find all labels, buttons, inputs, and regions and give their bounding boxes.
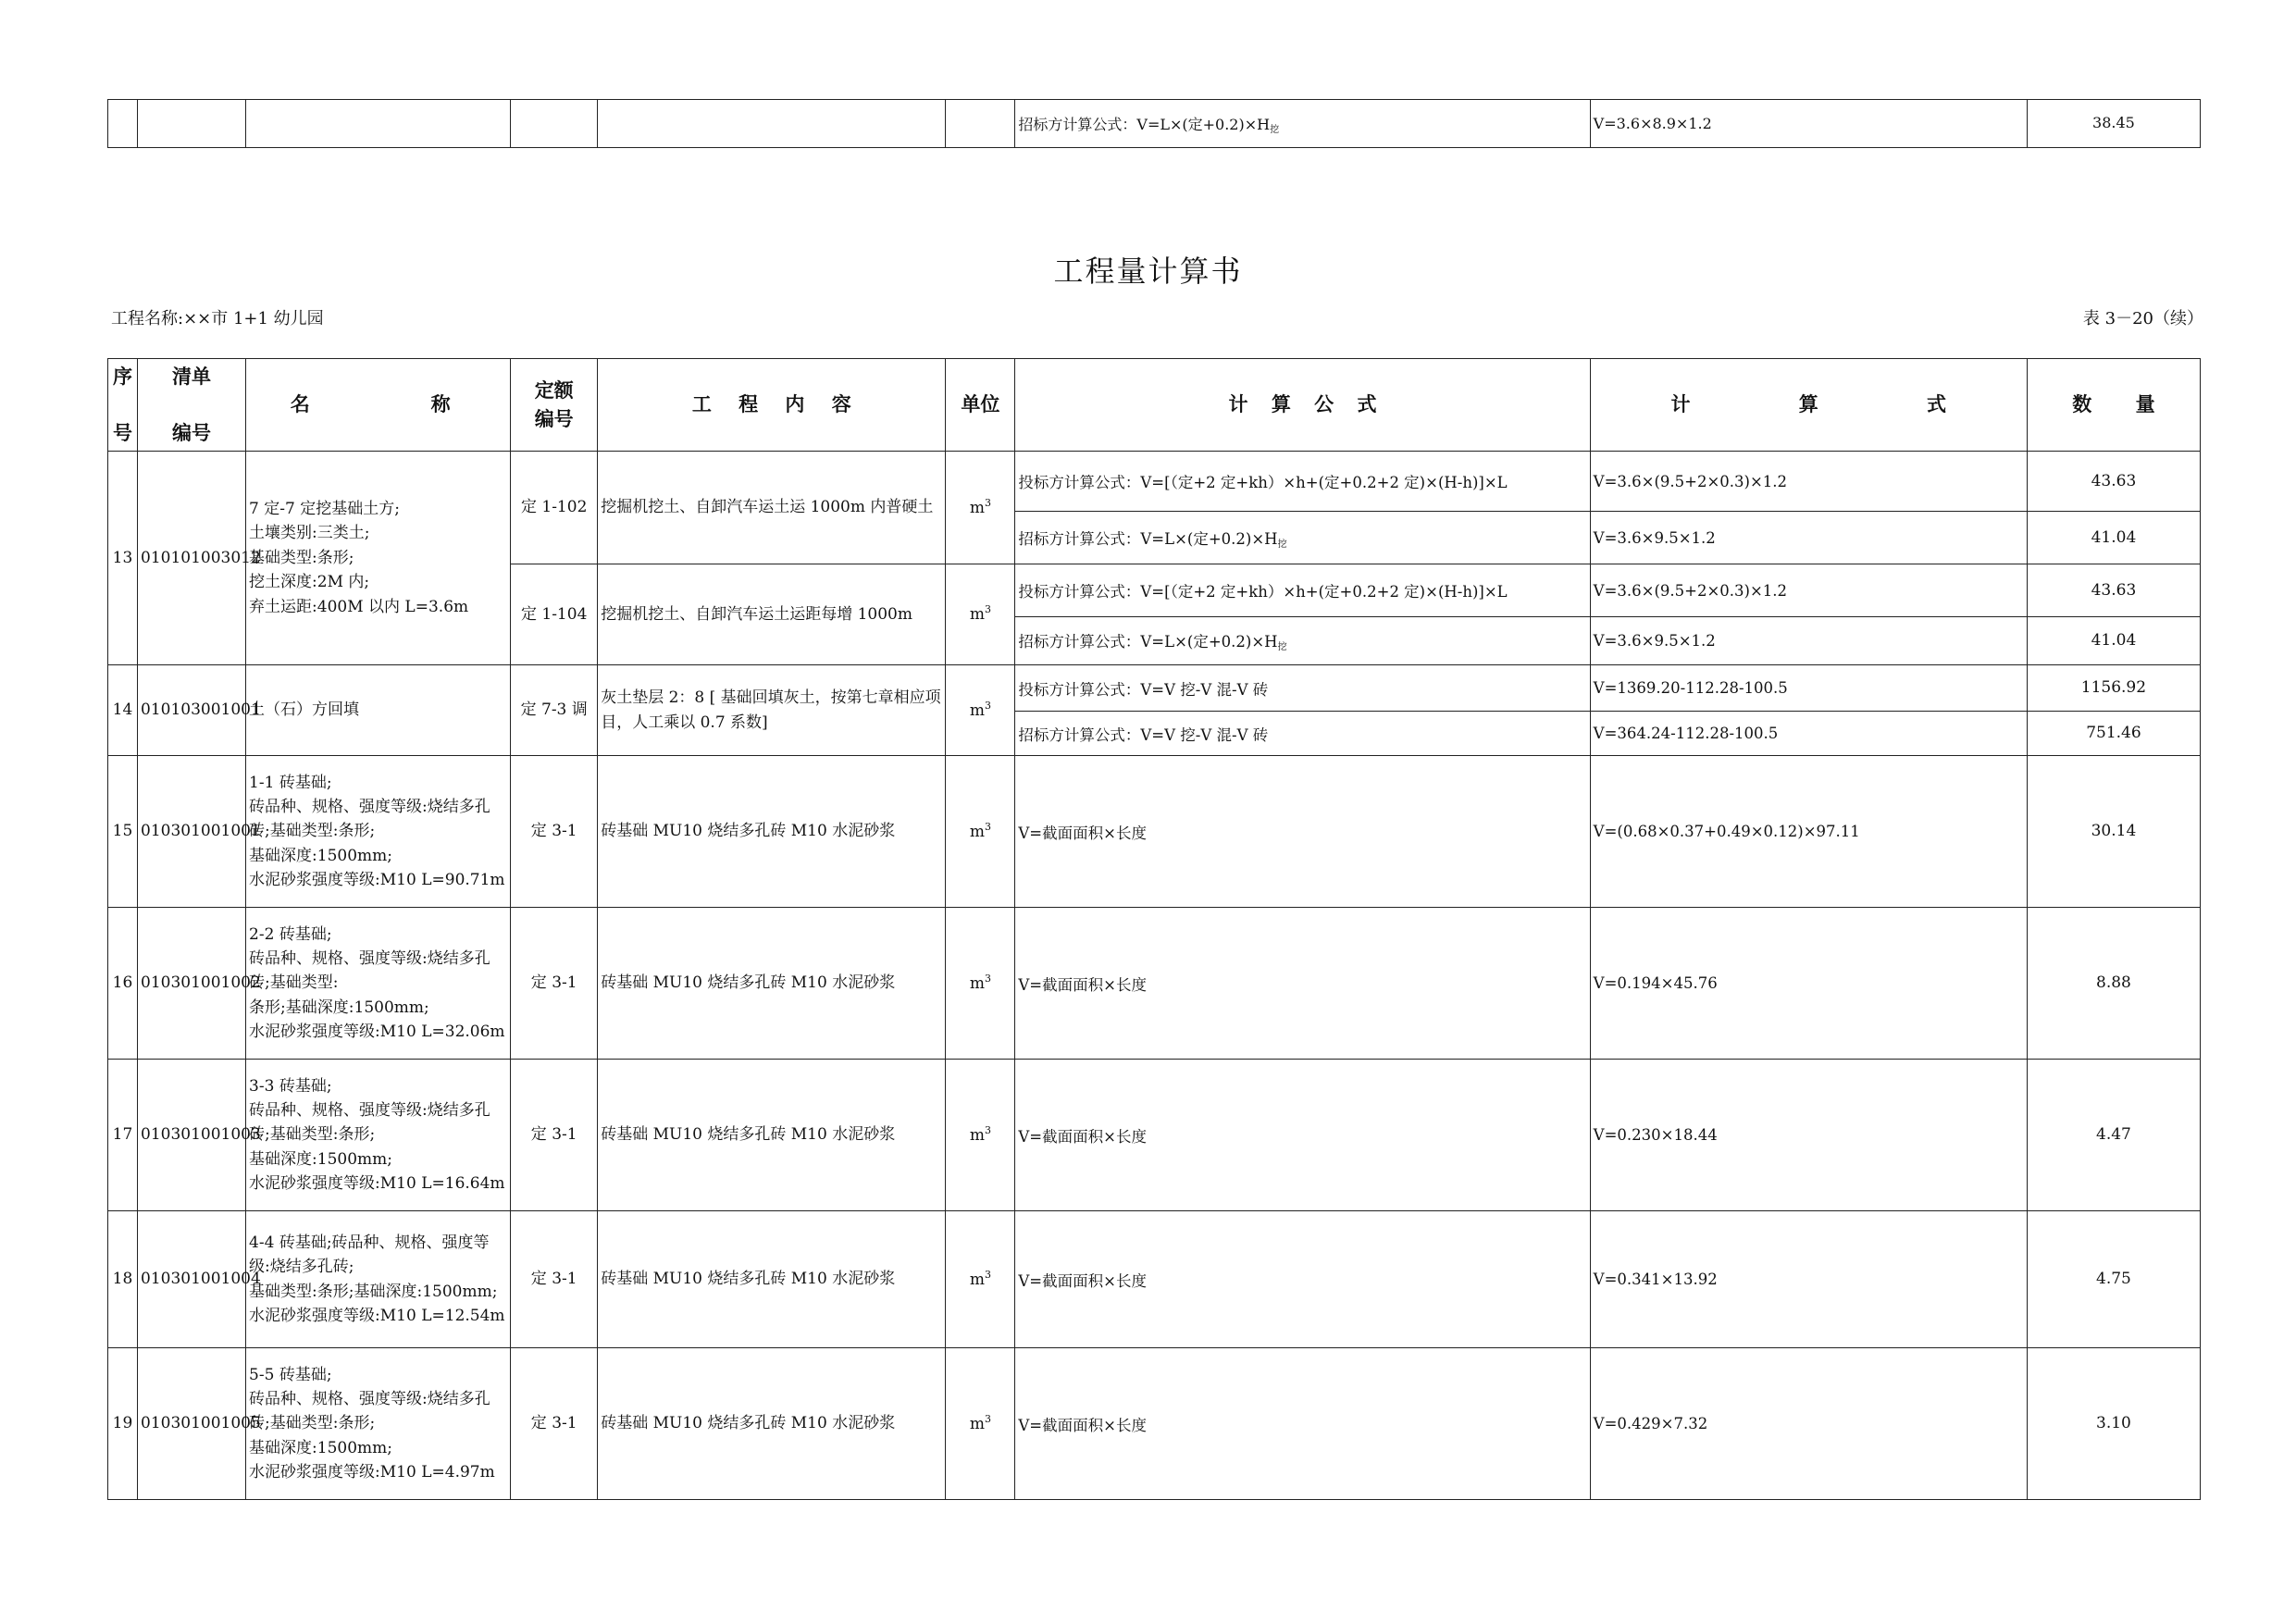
row-formula-text: V=截面面积×长度 xyxy=(1018,1127,1147,1146)
row-seq-cell: 16 xyxy=(108,908,138,1060)
row-formula-cell xyxy=(1015,1060,1590,1211)
header-seq-bottom: 号 xyxy=(113,420,132,444)
row-formula-cell xyxy=(1015,756,1590,908)
table-row xyxy=(108,665,2201,712)
previous-row xyxy=(108,100,2201,148)
row-unit-text: m xyxy=(969,1414,985,1433)
row-content-cell: 挖掘机挖土、自卸汽车运土运 1000m 内普硬土 xyxy=(598,452,946,564)
row-content-cell: 砖基础 MU10 烧结多孔砖 M10 水泥砂浆 xyxy=(598,1348,946,1500)
prev-unit-cell xyxy=(946,100,1015,148)
row-expr-cell: V=364.24-112.28-100.5 xyxy=(1590,712,2027,756)
row-name-line: 砖品种、规格、强度等级:烧结多孔 xyxy=(249,1100,490,1120)
row-formula-cell xyxy=(1015,452,1590,512)
row-qty-cell: 41.04 xyxy=(2027,617,2200,665)
row-name-line: 水泥砂浆强度等级:M10 L=32.06m xyxy=(249,1023,505,1042)
prev-seq-cell xyxy=(108,100,138,148)
row-name-line: 砖;基础类型:条形; xyxy=(249,1125,376,1145)
row-unit-cell xyxy=(946,1060,1015,1211)
row-qty-cell: 751.46 xyxy=(2027,712,2200,756)
row-code-cell: 010103001001 xyxy=(138,665,246,756)
table-body xyxy=(108,452,2201,1500)
row-content-cell: 砖基础 MU10 烧结多孔砖 M10 水泥砂浆 xyxy=(598,756,946,908)
row-quota-cell: 定 3-1 xyxy=(511,1211,598,1348)
row-unit-text: m xyxy=(969,1270,985,1289)
row-unit-cell xyxy=(946,756,1015,908)
row-qty-cell: 43.63 xyxy=(2027,564,2200,617)
header-expr xyxy=(1590,359,2027,452)
row-quota-cell: 定 3-1 xyxy=(511,756,598,908)
row-qty-cell: 8.88 xyxy=(2027,908,2200,1060)
document-title: 工程量计算书 xyxy=(1053,254,1243,289)
row-expr-cell: V=0.429×7.32 xyxy=(1590,1348,2027,1500)
row-unit-text: m xyxy=(969,498,985,517)
header-quota-label: 定额编号 xyxy=(534,378,574,430)
row-unit-cell xyxy=(946,1211,1015,1348)
header-name xyxy=(246,359,511,452)
row-name-cell xyxy=(246,756,511,908)
row-qty-cell: 4.47 xyxy=(2027,1060,2200,1211)
row-name-line: 水泥砂浆强度等级:M10 L=4.97m xyxy=(249,1463,495,1482)
row-formula-text: 招标方计算公式：V=V 挖-V 混-V 砖 xyxy=(1018,725,1269,744)
row-qty-cell: 3.10 xyxy=(2027,1348,2200,1500)
header-content-label: 工 程 内 容 xyxy=(691,392,851,416)
row-qty-cell: 43.63 xyxy=(2027,452,2200,512)
row-name-cell xyxy=(246,665,511,756)
header-qty xyxy=(2027,359,2200,452)
header-quota xyxy=(511,359,598,452)
prev-formula-cell xyxy=(1015,100,1590,148)
row-name-line: 土（石）方回填 xyxy=(249,700,360,720)
row-content-cell: 灰土垫层 2：8 [ 基础回填灰土，按第七章相应项目，人工乘以 0.7 系数] xyxy=(598,665,946,756)
row-expr-cell: V=0.194×45.76 xyxy=(1590,908,2027,1060)
row-unit-superscript: 3 xyxy=(984,699,991,712)
row-unit-text: m xyxy=(969,1125,985,1145)
row-formula-subscript: 挖 xyxy=(1277,539,1287,550)
prev-formula-subscript: 挖 xyxy=(1270,124,1280,135)
row-code-cell: 010101003012 xyxy=(138,452,246,665)
row-name-line: 基础深度:1500mm; xyxy=(249,1149,393,1169)
row-code-cell: 010301001005 xyxy=(138,1348,246,1500)
row-formula-cell xyxy=(1015,564,1590,617)
row-qty-cell: 1156.92 xyxy=(2027,665,2200,712)
row-content-cell: 挖掘机挖土、自卸汽车运土运距每增 1000m xyxy=(598,564,946,665)
row-formula-text: 投标方计算公式：V=[（定+2 定+kh）×h+(定+0.2+2 定)×(H-h)]×L xyxy=(1018,474,1508,491)
table-row xyxy=(108,1211,2201,1348)
row-unit-text: m xyxy=(969,605,985,625)
row-name-line: 砖品种、规格、强度等级:烧结多孔 xyxy=(249,948,490,968)
row-unit-superscript: 3 xyxy=(984,820,991,833)
row-name-line: 级:烧结多孔砖; xyxy=(249,1258,354,1277)
row-name-line: 挖土深度:2M 内; xyxy=(249,573,370,592)
header-qty-label: 数 量 xyxy=(2072,392,2155,416)
row-content-cell: 砖基础 MU10 烧结多孔砖 M10 水泥砂浆 xyxy=(598,1211,946,1348)
row-name-line: 砖;基础类型:条形; xyxy=(249,1414,376,1433)
header-code xyxy=(138,359,246,452)
header-seq-top: 序 xyxy=(113,365,132,389)
header-unit xyxy=(946,359,1015,452)
row-unit-superscript: 3 xyxy=(984,1268,991,1281)
header-expr-label: 计 算 式 xyxy=(1670,392,1947,416)
header-content xyxy=(598,359,946,452)
row-name-line: 水泥砂浆强度等级:M10 L=12.54m xyxy=(249,1306,505,1325)
row-seq-cell: 14 xyxy=(108,665,138,756)
row-name-line: 1-1 砖基础; xyxy=(249,773,332,792)
row-formula-text: V=截面面积×长度 xyxy=(1018,824,1147,842)
row-unit-cell xyxy=(946,1348,1015,1500)
table-row xyxy=(108,452,2201,512)
header-unit-label: 单位 xyxy=(961,392,1000,416)
row-expr-cell: V=3.6×(9.5+2×0.3)×1.2 xyxy=(1590,564,2027,617)
previous-page-table xyxy=(107,99,2201,148)
row-seq-cell: 17 xyxy=(108,1060,138,1211)
row-name-line: 4-4 砖基础;砖品种、规格、强度等 xyxy=(249,1233,490,1252)
row-formula-cell xyxy=(1015,712,1590,756)
row-content-cell: 砖基础 MU10 烧结多孔砖 M10 水泥砂浆 xyxy=(598,908,946,1060)
row-name-line: 砖;基础类型:条形; xyxy=(249,822,376,841)
row-quota-cell: 定 3-1 xyxy=(511,1060,598,1211)
table-reference: 表 3－20（续） xyxy=(2082,309,2203,329)
row-name-line: 5-5 砖基础; xyxy=(249,1365,332,1384)
header-formula xyxy=(1015,359,1590,452)
row-quota-cell: 定 7-3 调 xyxy=(511,665,598,756)
row-formula-cell xyxy=(1015,617,1590,665)
row-name-line: 基础类型:条形; xyxy=(249,548,354,567)
row-name-line: 弃土运距:400M 以内 L=3.6m xyxy=(249,597,469,616)
row-seq-cell: 19 xyxy=(108,1348,138,1500)
row-formula-cell xyxy=(1015,1348,1590,1500)
row-formula-text: 投标方计算公式：V=[（定+2 定+kh）×h+(定+0.2+2 定)×(H-h)]×L xyxy=(1018,583,1508,601)
row-unit-text: m xyxy=(969,973,985,993)
row-name-cell xyxy=(246,1348,511,1500)
row-formula-text: 招标方计算公式：V=L×(定+0.2)×H xyxy=(1018,529,1278,548)
row-expr-cell: V=0.230×18.44 xyxy=(1590,1060,2027,1211)
row-name-line: 水泥砂浆强度等级:M10 L=16.64m xyxy=(249,1174,505,1194)
row-name-cell xyxy=(246,908,511,1060)
row-unit-superscript: 3 xyxy=(984,1412,991,1425)
row-unit-superscript: 3 xyxy=(984,1123,991,1136)
row-name-cell xyxy=(246,452,511,665)
row-name-line: 砖;基础类型: xyxy=(249,973,339,993)
row-unit-cell xyxy=(946,665,1015,756)
row-name-line: 基础深度:1500mm; xyxy=(249,1438,393,1457)
row-qty-cell: 30.14 xyxy=(2027,756,2200,908)
row-name-line: 3-3 砖基础; xyxy=(249,1076,332,1096)
row-expr-cell: V=3.6×9.5×1.2 xyxy=(1590,512,2027,564)
row-name-line: 基础深度:1500mm; xyxy=(249,846,393,865)
header-seq xyxy=(108,359,138,452)
row-seq-cell: 13 xyxy=(108,452,138,665)
row-content-cell: 砖基础 MU10 烧结多孔砖 M10 水泥砂浆 xyxy=(598,1060,946,1211)
table-row xyxy=(108,1060,2201,1211)
row-unit-superscript: 3 xyxy=(984,972,991,985)
row-unit-text: m xyxy=(969,700,985,720)
row-formula-cell xyxy=(1015,512,1590,564)
prev-code-cell xyxy=(138,100,246,148)
row-quota-cell: 定 1-102 xyxy=(511,452,598,564)
quantity-calculation-table xyxy=(107,358,2201,1500)
table-row xyxy=(108,1348,2201,1500)
project-name: 工程名称:××市 1+1 幼儿园 xyxy=(111,309,324,329)
header-code-top: 清单 xyxy=(172,365,212,389)
row-formula-subscript: 挖 xyxy=(1277,642,1287,652)
row-seq-cell: 15 xyxy=(108,756,138,908)
header-row xyxy=(108,359,2201,452)
row-unit-text: m xyxy=(969,822,985,841)
header-formula-label: 计 算 公 式 xyxy=(1228,392,1377,416)
header-code-bottom: 编号 xyxy=(172,420,212,444)
row-unit-cell xyxy=(946,452,1015,564)
row-formula-cell xyxy=(1015,665,1590,712)
row-formula-text: 招标方计算公式：V=L×(定+0.2)×H xyxy=(1018,633,1278,651)
row-name-line: 条形;基础深度:1500mm; xyxy=(249,998,429,1017)
row-formula-text: V=截面面积×长度 xyxy=(1018,975,1147,994)
row-expr-cell: V=1369.20-112.28-100.5 xyxy=(1590,665,2027,712)
row-seq-cell: 18 xyxy=(108,1211,138,1348)
row-name-line: 砖品种、规格、强度等级:烧结多孔 xyxy=(249,797,490,816)
table-row xyxy=(108,756,2201,908)
row-expr-cell: V=3.6×9.5×1.2 xyxy=(1590,617,2027,665)
row-quota-cell: 定 1-104 xyxy=(511,564,598,665)
row-name-line: 砖品种、规格、强度等级:烧结多孔 xyxy=(249,1389,490,1408)
header-name-label: 名 称 xyxy=(290,392,466,416)
prev-expr-cell: V=3.6×8.9×1.2 xyxy=(1590,100,2027,148)
row-expr-cell: V=(0.68×0.37+0.49×0.12)×97.11 xyxy=(1590,756,2027,908)
row-unit-superscript: 3 xyxy=(984,603,991,616)
row-name-line: 水泥砂浆强度等级:M10 L=90.71m xyxy=(249,871,505,890)
row-unit-cell xyxy=(946,564,1015,665)
prev-name-cell xyxy=(246,100,511,148)
table-row xyxy=(108,908,2201,1060)
row-quota-cell: 定 3-1 xyxy=(511,1348,598,1500)
row-code-cell: 010301001003 xyxy=(138,1060,246,1211)
row-expr-cell: V=3.6×(9.5+2×0.3)×1.2 xyxy=(1590,452,2027,512)
row-formula-cell xyxy=(1015,1211,1590,1348)
prev-qty-cell: 38.45 xyxy=(2027,100,2200,148)
row-formula-text: 投标方计算公式：V=V 挖-V 混-V 砖 xyxy=(1018,680,1269,699)
row-formula-text: V=截面面积×长度 xyxy=(1018,1416,1147,1434)
row-qty-cell: 4.75 xyxy=(2027,1211,2200,1348)
row-name-line: 7 定-7 定挖基础土方; xyxy=(249,500,400,519)
row-name-cell xyxy=(246,1060,511,1211)
row-expr-cell: V=0.341×13.92 xyxy=(1590,1211,2027,1348)
row-qty-cell: 41.04 xyxy=(2027,512,2200,564)
row-code-cell: 010301001001 xyxy=(138,756,246,908)
row-name-line: 2-2 砖基础; xyxy=(249,924,332,944)
row-code-cell: 010301001002 xyxy=(138,908,246,1060)
prev-content-cell xyxy=(598,100,946,148)
row-name-cell xyxy=(246,1211,511,1348)
row-quota-cell: 定 3-1 xyxy=(511,908,598,1060)
prev-quota-cell xyxy=(511,100,598,148)
row-unit-superscript: 3 xyxy=(984,496,991,509)
row-formula-text: V=截面面积×长度 xyxy=(1018,1271,1147,1290)
row-unit-cell xyxy=(946,908,1015,1060)
row-formula-cell xyxy=(1015,908,1590,1060)
row-code-cell: 010301001004 xyxy=(138,1211,246,1348)
row-name-line: 土壤类别:三类土; xyxy=(249,524,370,543)
prev-formula-text: 招标方计算公式：V=L×(定+0.2)×H xyxy=(1018,115,1271,133)
row-name-line: 基础类型:条形;基础深度:1500mm; xyxy=(249,1282,498,1301)
